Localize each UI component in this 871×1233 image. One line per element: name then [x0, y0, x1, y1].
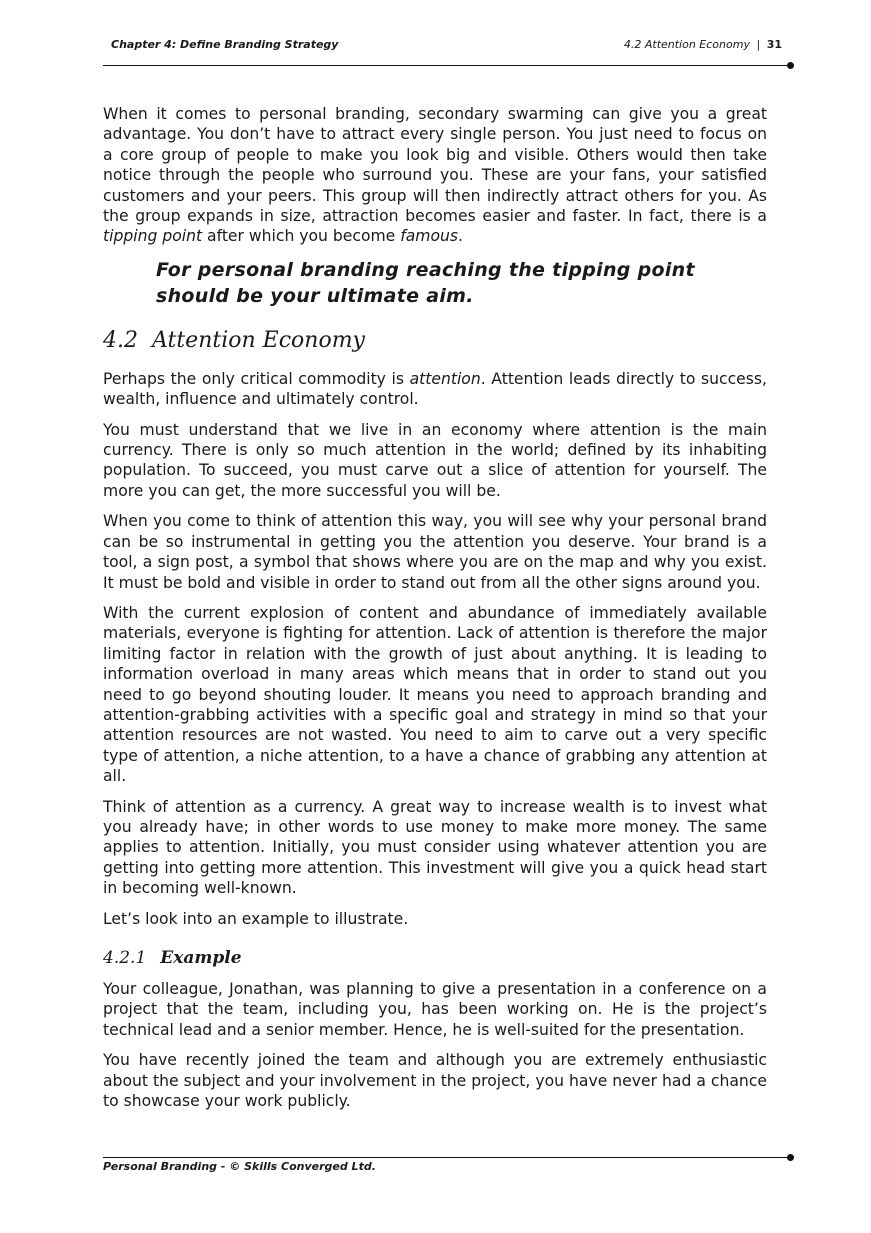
running-header	[103, 38, 790, 56]
section-number: 4.2	[103, 327, 138, 353]
header-chapter-title: Chapter 4: Define Branding Strategy	[111, 38, 339, 51]
intro-emphasis-famous: famous	[400, 227, 459, 246]
section-paragraph-6: Let’s look into an example to illustrate.	[103, 909, 409, 928]
subsection-number: 4.2.1	[103, 948, 147, 968]
section-p1-text-b: . Attention leads directly to success, wealth, influence and ultimately control.	[103, 369, 767, 409]
subsection-paragraph-2: You have recently joined the team and although you are extremely enthusiastic about the subject and your involvement in the project, you have never had a chance to showcase your work publicly.	[103, 1051, 767, 1111]
key-point-quote: For personal branding reaching the tipping point should be your ultimate aim.	[156, 258, 695, 307]
header-rule-dot	[787, 62, 794, 69]
intro-paragraph	[103, 104, 767, 247]
header-rule	[103, 65, 790, 66]
intro-emphasis-tipping-point: tipping point	[103, 227, 203, 246]
section-paragraph-4: With the current explosion of content and abundance of immediately available materials, everyone is fighting for attention. Lack of attention is therefore the major limiting factor in relation with the growth of just about anything. It is leading to information overload in many areas which means that in order to stand out you need to go beyond shouting louder. It means you need to approach branding and attention-grabbing activities with a specific goal and strategy in mind so that your attention resources are not wasted. You need to aim to carve out a very specific type of attention, a niche attention, to a have a chance of grabbing any attention at all.	[103, 603, 767, 786]
subsection-paragraph-1: Your colleague, Jonathan, was planning to give a presentation in a conference on a project that the team, including you, has been working on. He is the project’s technical lead and a senior member. Hence, he is well-suited for the presentation.	[103, 980, 767, 1039]
header-section-title: 4.2 Attention Economy	[623, 38, 750, 51]
header-separator: |	[756, 38, 761, 51]
section-paragraph-2: You must understand that we live in an economy where attention is the main currency. There is only so much attention in the world; defined by its inhabiting population. To succeed, you must carve out a slice of attention for yourself. The more you can get, the more successful you will be.	[103, 420, 767, 500]
section-heading	[103, 327, 767, 355]
section-p1-emphasis: attention	[409, 369, 481, 388]
page-content	[103, 104, 767, 1121]
intro-mid-text: after which you become	[202, 227, 401, 246]
intro-end-text: .	[458, 227, 464, 246]
section-title: Attention Economy	[152, 327, 365, 353]
section-p1-text-a: Perhaps the only critical commodity is	[103, 369, 410, 388]
header-section-info	[624, 38, 782, 51]
subsection-title: Example	[160, 948, 242, 968]
section-paragraph-5: Think of attention as a currency. A great way to increase wealth is to invest what you already have; in other words to use money to make more money. The same applies to attention. Initially, you must consider using whatever attention you are getting into getting more attention. This investment will give you a quick head start in becoming well-known.	[103, 797, 767, 898]
running-footer: Personal Branding - © Skills Converged Ltd.	[103, 1160, 376, 1173]
subsection-heading	[103, 947, 767, 969]
footer-rule-dot	[787, 1154, 794, 1161]
section-paragraph-3: When you come to think of attention this way, you will see why your personal brand can be so instrumental in getting you the attention you deserve. Your brand is a tool, a sign post, a symbol that shows where you are on the map and why you exist. It must be bold and visible in order to stand out from all the other signs around you.	[103, 512, 767, 592]
page-number: 31	[766, 38, 782, 51]
intro-text: When it comes to personal branding, secondary swarming can give you a great advantage. You don’t have to attract every single person. You just need to focus on a core group of people to make you look big and visible. Others would then take notice through the people who surround you. These are your fans, your satisfied customers and your peers. This group will then indirectly attract others for you. As the group expands in size, attraction becomes easier and faster. In fact, there is a	[103, 105, 767, 226]
footer-rule	[103, 1157, 790, 1158]
section-paragraph-1	[103, 369, 767, 410]
